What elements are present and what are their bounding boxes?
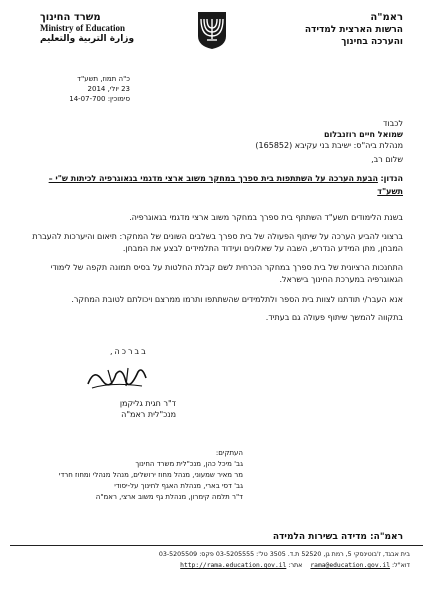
- menorah-emblem-icon: [195, 10, 229, 50]
- hebrew-date: כ"ה תמוז, תשע"ד: [77, 75, 130, 83]
- footer-site-label: אתר:: [288, 562, 303, 569]
- subject-line: [23, 172, 403, 198]
- footer-contact: [30, 561, 410, 571]
- recipient-to: לכבוד: [383, 119, 403, 128]
- signer-block: [66, 398, 176, 420]
- reference-number: סימוכין: 14-07-700: [69, 95, 130, 103]
- closing-blessing: בברכה,: [110, 347, 148, 356]
- body-paragraph-1: בשנת הלימודים תשע"ד השתתף בית ספרך במחקר משוב ארצי מדגמי בגאוגרפיה.: [129, 213, 403, 222]
- recipient-role: מנהלת ביה"ס: ישיבת בני עקיבא (165852): [255, 141, 403, 150]
- footer-address: בית אבגד, ז'בוטינסקי 5, רמת גן, 52520 ת.ד. 3505 טל': 03-5205555 פקס: 03-5205509: [158, 551, 410, 558]
- date-block: [40, 74, 130, 104]
- recipient-name: שמואל חיים רוזנבלום: [323, 130, 403, 139]
- ministry-name-arabic: وزارة التربية والتعليم: [40, 34, 135, 44]
- cc-list: [33, 448, 243, 503]
- org-line-2: והערכה בחינוך: [341, 37, 403, 47]
- subject-label: הנדון:: [380, 174, 403, 183]
- footer-title: ראמ"ה: מדידה בשירות הלמידה: [272, 532, 403, 542]
- cc-item: ד"ר תלמה קימרון, מנהלת גף משוב ארצי, ראמ"ה: [95, 493, 243, 501]
- body-paragraph-2: ברצוני להביע הערכה על שיתוף הפעולה של בית ספרך בשלבים השונים של המחקר: תיאום והיערכות להעברת המבחן, מתן המידע הנדרש, השבה על שאלונים ועידוד התלמידים לבצע את המבחן.: [32, 232, 403, 253]
- ministry-name-hebrew: משרד החינוך: [40, 12, 101, 23]
- ministry-name-english: Ministry of Education: [40, 23, 126, 33]
- greeting: שלום רב,: [371, 155, 403, 164]
- cc-item: גב' דסי בארי, מנהלת האגף לחינוך על-יסודי: [114, 482, 243, 490]
- gregorian-date: 23 יולי, 2014: [87, 85, 130, 93]
- signer-role: מנכ"לית ראמ"ה: [121, 410, 176, 419]
- footer-site-link[interactable]: http://rama.education.gov.il: [180, 562, 287, 569]
- signer-name: ד"ר חגית גליקמן: [119, 399, 176, 408]
- footer-email[interactable]: rama@education.gov.il: [310, 562, 391, 569]
- cc-label: העתקים:: [215, 449, 243, 457]
- org-name: ראמ"ה: [370, 12, 403, 23]
- recipient-block: [103, 118, 403, 151]
- footer-divider: [10, 545, 423, 546]
- ministry-block: [40, 12, 160, 45]
- org-block: [253, 12, 403, 48]
- body-paragraph-3: התחנכות הרציונית של בית ספרך במחקר הכרחית לשם קבלת החלטות על בסיס תמונה תקפה של לימודי הגאוגרפיה במערכת החינוך בישראל.: [50, 263, 403, 284]
- footer-email-label: דוא"ל:: [392, 562, 410, 569]
- org-line-1: הרשות הארצית למדידה: [304, 25, 403, 35]
- subject-text: הבעת הערכה על השתתפות בית ספרך במחקר משוב ארצי מדגמי בגאוגרפיה לכיתות ש"י –: [48, 174, 378, 183]
- body-paragraph-4: אנא העבר/י תודתנו לצוות בית הספר ולתלמידים שהשתתפו ותרמו ממרצם ויכולתם לטובת המחקר.: [71, 295, 403, 304]
- body-paragraph-5: בתקווה להמשך שיתוף פעולה גם בעתיד.: [265, 313, 403, 322]
- subject-year: תשע"ד: [377, 187, 403, 196]
- cc-item: מר מאיר שמעוני, מנהל מחוז ירושלים, מנהל מנהלי ומחוז חרדי: [58, 471, 243, 479]
- cc-item: גב' מיכל כהן, מנכ"לית משרד החינוך: [135, 460, 243, 468]
- handwritten-signature-icon: [82, 360, 152, 394]
